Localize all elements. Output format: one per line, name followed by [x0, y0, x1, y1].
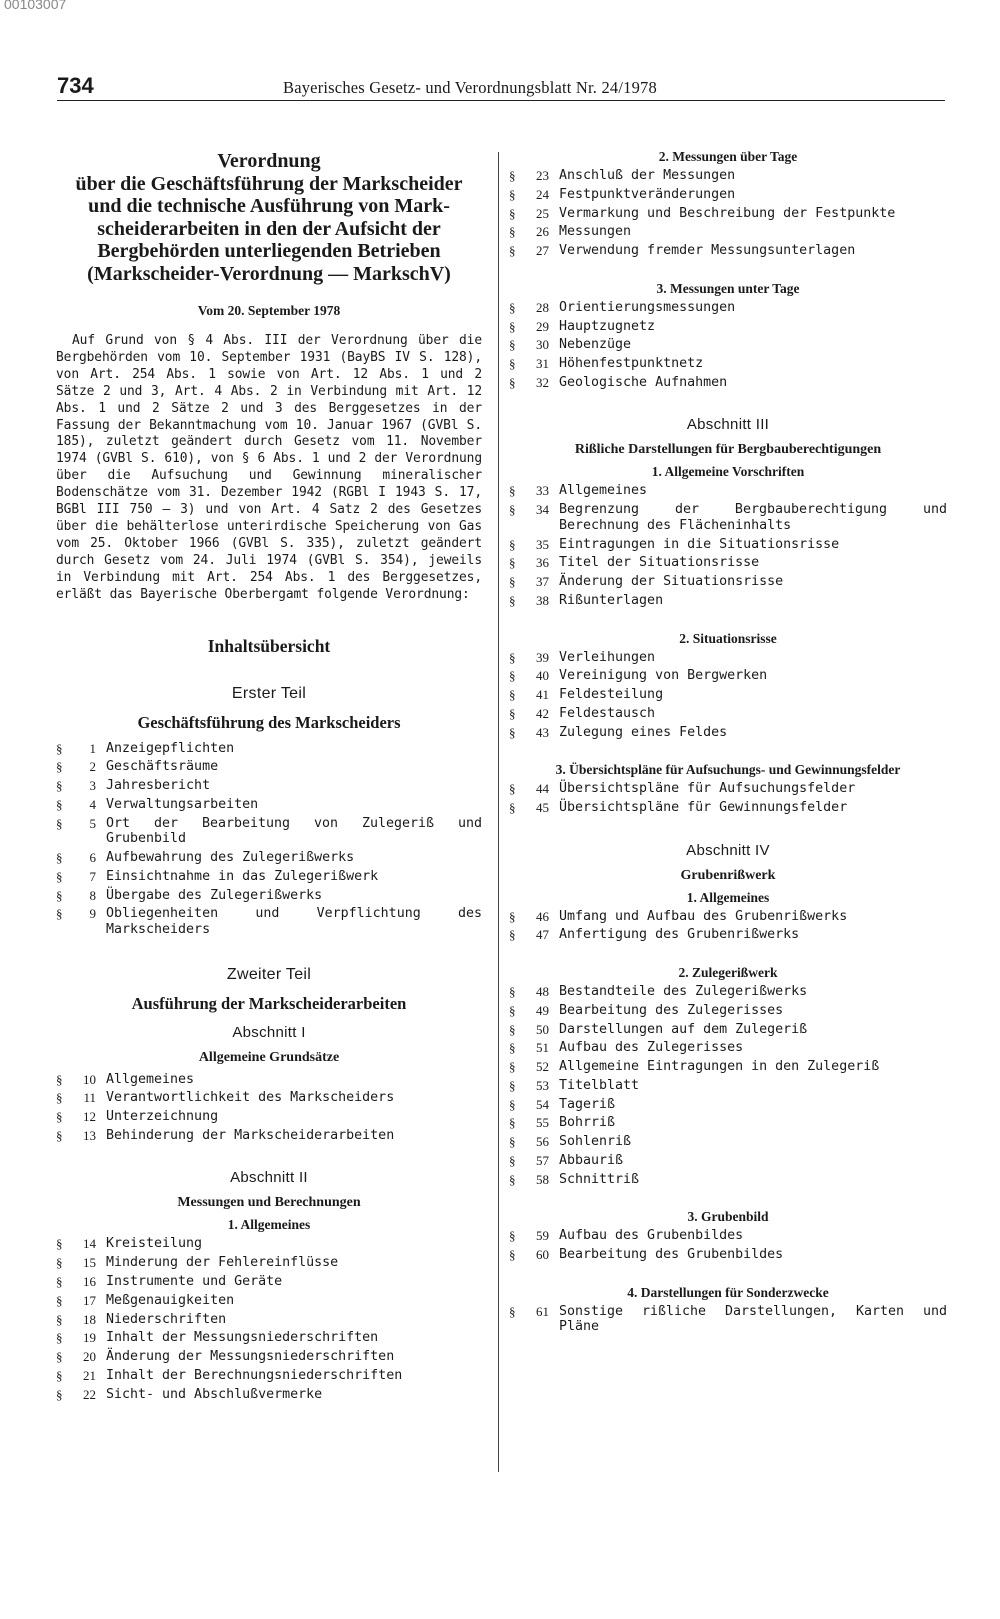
- toc-entry: [509, 781, 947, 797]
- section-symbol: §: [56, 740, 63, 756]
- section-number: 43: [536, 724, 549, 740]
- section-number: 26: [536, 224, 549, 240]
- section-symbol: §: [56, 1367, 63, 1383]
- section-symbol: §: [509, 299, 516, 315]
- toc-entry: [509, 1059, 947, 1075]
- section-symbol: §: [509, 705, 516, 721]
- section-number: 38: [536, 592, 549, 608]
- section-title: Verantwortlichkeit des Markscheiders: [106, 1090, 395, 1106]
- section-number: 48: [536, 984, 549, 999]
- toc-entry: [509, 1078, 947, 1094]
- section-list: [509, 984, 947, 1187]
- section-title: Allgemeines: [559, 483, 648, 499]
- toc-entry: [509, 593, 947, 609]
- right-column: [509, 149, 947, 1338]
- toc-entry: [509, 502, 947, 533]
- title-line: Verordnung: [217, 150, 321, 172]
- ordinance-date: Vom 20. September 1978: [197, 303, 341, 318]
- section-title: Instrumente und Geräte: [106, 1274, 283, 1290]
- chapter-label: Abschnitt II: [230, 1169, 308, 1187]
- subsection-title: 3. Übersichtspläne für Aufsuchungs- und Gewinnungsfelder: [555, 762, 901, 778]
- section-number: 61: [536, 1303, 549, 1319]
- part-label: Erster Teil: [231, 684, 307, 702]
- section-title: Jahresbericht: [106, 778, 211, 794]
- section-number: 25: [536, 205, 549, 221]
- section-title: Umfang und Aufbau des Grubenrißwerks: [559, 908, 848, 924]
- section-symbol: §: [56, 1330, 63, 1346]
- toc-entry: [509, 243, 947, 259]
- section-symbol: §: [509, 800, 516, 816]
- section-number: 47: [536, 927, 549, 943]
- subsection-title: 1. Allgemeines: [227, 1217, 311, 1233]
- toc-entry: [56, 1236, 482, 1252]
- section-symbol: §: [509, 908, 516, 924]
- section-symbol: §: [56, 1090, 63, 1106]
- section-title: Verwaltungsarbeiten: [106, 796, 259, 812]
- section-title: Obliegenheiten und Verpflichtung des Markscheiders: [106, 906, 482, 937]
- section-number: 29: [536, 318, 549, 334]
- section-number: 16: [83, 1274, 96, 1290]
- section-list: [509, 909, 947, 943]
- section-symbol: §: [56, 906, 63, 922]
- section-number: 7: [89, 868, 96, 884]
- section-symbol: §: [56, 887, 63, 903]
- section-symbol: §: [509, 1096, 516, 1112]
- toc-entry: [509, 168, 947, 184]
- subsection-title: 1. Allgemeine Vorschriften: [651, 464, 805, 480]
- section-symbol: §: [509, 337, 516, 353]
- section-title: Feldesteilung: [559, 687, 664, 703]
- section-title: Rißunterlagen: [559, 592, 664, 608]
- toc-entry: [509, 356, 947, 372]
- chapter-title: Grubenrißwerk: [680, 867, 776, 883]
- toc-entry: [509, 1228, 947, 1244]
- section-number: 20: [83, 1349, 96, 1365]
- toc-entry: [56, 797, 482, 813]
- section-symbol: §: [509, 927, 516, 943]
- section-list: [56, 1072, 482, 1144]
- section-symbol: §: [56, 850, 63, 865]
- toc-entry: [509, 1022, 947, 1038]
- section-symbol: §: [509, 186, 516, 202]
- section-number: 53: [536, 1077, 549, 1093]
- section-title: Inhalt der Berechnungsniederschriften: [106, 1367, 403, 1383]
- toc-entry: [56, 759, 482, 775]
- chapter-label: Abschnitt III: [686, 416, 770, 434]
- toc-entry: [509, 984, 947, 1000]
- section-symbol: §: [509, 1134, 516, 1150]
- toc-entry: [509, 800, 947, 816]
- section-symbol: §: [509, 205, 516, 221]
- section-symbol: §: [56, 1255, 63, 1271]
- section-title: Niederschriften: [106, 1311, 227, 1327]
- subsection-title: 3. Grubenbild: [687, 1209, 769, 1225]
- section-title: Aufbau des Zulegerisses: [559, 1040, 744, 1056]
- toc-entry: [56, 1368, 482, 1384]
- toc-entry: [509, 909, 947, 925]
- section-list: [509, 781, 947, 815]
- subsection-title: 2. Zulegerißwerk: [678, 965, 778, 980]
- section-number: 58: [536, 1171, 549, 1187]
- section-title: Titel der Situationsrisse: [559, 555, 760, 571]
- toc-entry: [56, 850, 482, 866]
- toc-entry: [509, 337, 947, 353]
- section-title: Übersichtspläne für Gewinnungsfelder: [559, 800, 848, 816]
- section-title: Feldestausch: [559, 705, 656, 721]
- section-number: 9: [89, 906, 96, 922]
- part-label: Zweiter Teil: [226, 965, 312, 983]
- section-list: [509, 1304, 947, 1335]
- section-symbol: §: [509, 1115, 516, 1131]
- section-symbol: §: [56, 759, 63, 775]
- section-number: 12: [83, 1109, 96, 1125]
- chapter-title: Allgemeine Grundsätze: [198, 1049, 340, 1065]
- section-symbol: §: [509, 1077, 516, 1093]
- section-number: 51: [536, 1040, 549, 1056]
- title-line: Bergbehörden unterliegenden Betrieben: [97, 240, 441, 262]
- section-title: Begrenzung der Bergbauberechtigung und Berechnung des Flächeninhalts: [559, 502, 947, 533]
- toc-entry: [509, 537, 947, 553]
- section-list: [509, 1228, 947, 1262]
- section-symbol: §: [509, 374, 516, 390]
- section-number: 19: [83, 1330, 96, 1346]
- section-title: Behinderung der Markscheiderarbeiten: [106, 1127, 395, 1143]
- section-title: Sicht- und Abschlußvermerke: [106, 1386, 323, 1402]
- section-title: Schnittriß: [559, 1171, 640, 1187]
- section-title: Eintragungen in die Situationsrisse: [559, 536, 840, 552]
- toc-entry: [509, 187, 947, 203]
- section-number: 37: [536, 574, 549, 590]
- toc-entry: [56, 816, 482, 847]
- toc-entry: [509, 706, 947, 722]
- toc-entry: [56, 1072, 482, 1088]
- column-divider: [498, 152, 499, 1472]
- toc-entry: [509, 1153, 947, 1169]
- section-number: 59: [536, 1228, 549, 1244]
- toc-entry: [56, 1255, 482, 1271]
- section-symbol: §: [509, 1303, 516, 1319]
- title-line: und die technische Ausführung von Mark-: [88, 195, 450, 217]
- section-number: 42: [536, 705, 549, 721]
- section-title: Tageriß: [559, 1096, 616, 1112]
- section-number: 17: [83, 1292, 96, 1308]
- section-symbol: §: [509, 1021, 516, 1037]
- toc-entry: [509, 1097, 947, 1113]
- toc-entry: [56, 1349, 482, 1365]
- section-symbol: §: [509, 649, 516, 665]
- section-symbol: §: [509, 224, 516, 240]
- section-title: Allgemeines: [106, 1071, 195, 1087]
- section-title: Bohrriß: [559, 1115, 616, 1131]
- section-title: Titelblatt: [559, 1077, 640, 1093]
- section-title: Minderung der Fehlereinflüsse: [106, 1255, 339, 1271]
- section-title: Hauptzugnetz: [559, 318, 656, 334]
- section-number: 18: [83, 1311, 96, 1327]
- section-title: Allgemeine Eintragungen in den Zulegeriß: [559, 1059, 880, 1075]
- section-number: 30: [536, 337, 549, 353]
- section-list: [56, 741, 482, 938]
- title-line: scheiderarbeiten in den der Aufsicht der: [97, 217, 441, 240]
- section-title: Verleihungen: [559, 649, 656, 665]
- toc-entry: [56, 778, 482, 794]
- section-symbol: §: [509, 1247, 516, 1263]
- subsection-title: 2. Situationsrisse: [679, 630, 777, 646]
- section-number: 1: [89, 740, 96, 756]
- section-title: Höhenfestpunktnetz: [559, 356, 704, 372]
- toc-entry: [509, 725, 947, 741]
- section-number: 15: [83, 1255, 96, 1271]
- section-title: Aufbau des Grubenbildes: [559, 1228, 744, 1244]
- section-title: Aufbewahrung des Zulegerißwerks: [106, 850, 355, 865]
- toc-entry: [509, 555, 947, 571]
- part-title: Geschäftsführung des Markscheiders: [137, 712, 401, 732]
- section-number: 2: [89, 759, 96, 775]
- section-symbol: §: [56, 1236, 63, 1252]
- section-number: 54: [536, 1096, 549, 1112]
- section-title: Sonstige rißliche Darstellungen, Karten und Pläne: [559, 1303, 947, 1335]
- section-title: Meßgenauigkeiten: [106, 1292, 235, 1308]
- section-title: Anfertigung des Grubenrißwerks: [559, 927, 800, 943]
- section-title: Anschluß der Messungen: [559, 168, 736, 183]
- section-symbol: §: [56, 1127, 63, 1143]
- section-number: 6: [89, 850, 96, 865]
- section-symbol: §: [509, 687, 516, 703]
- section-number: 45: [536, 800, 549, 816]
- section-title: Vermarkung und Beschreibung der Festpunkte: [559, 205, 896, 221]
- section-title: Verwendung fremder Messungsunterlagen: [559, 243, 856, 259]
- section-number: 24: [536, 186, 549, 202]
- toc-entry: [56, 1387, 482, 1403]
- section-title: Festpunktveränderungen: [559, 186, 736, 202]
- toc-entry: [509, 319, 947, 335]
- section-number: 10: [83, 1071, 96, 1087]
- section-number: 50: [536, 1021, 549, 1037]
- section-number: 60: [536, 1247, 549, 1263]
- toc-entry: [56, 906, 482, 937]
- toc-entry: [509, 1304, 947, 1335]
- section-symbol: §: [56, 1386, 63, 1402]
- section-symbol: §: [56, 1292, 63, 1308]
- section-title: Kreisteilung: [106, 1236, 203, 1252]
- section-symbol: §: [509, 168, 516, 183]
- toc-entry: [56, 888, 482, 904]
- title-line: über die Geschäftsführung der Markscheider: [75, 172, 463, 195]
- section-number: 13: [83, 1127, 96, 1143]
- section-number: 8: [89, 887, 96, 903]
- section-number: 22: [83, 1386, 96, 1402]
- section-number: 46: [536, 908, 549, 924]
- section-symbol: §: [509, 536, 516, 552]
- section-title: Übergabe des Zulegerißwerks: [106, 887, 323, 903]
- section-title: Vereinigung von Bergwerken: [559, 668, 768, 684]
- section-symbol: §: [509, 1171, 516, 1187]
- section-number: 56: [536, 1134, 549, 1150]
- preamble: Auf Grund von § 4 Abs. III der Verordnung über die Bergbehörden vom 10. September 1931 (BayBS IV S. 128), von Art. 254 Abs. 1 sowie von Art. 12 Abs. 1 und 2 Sätze 2 und 3, Art. 4 Abs. 2 in Verbindung mit Art. 12 Abs. 1 und 2 Sätze 2 und 3 des Berggesetzes in der Fassung der Bekanntmachung vom 10. Januar 1967 (GVBl S. 185), zuletzt geändert durch Gesetz vom 11. November 1974 (GVBl S. 610), von § 6 Abs. 1 und 2 der Verordnung über die Aufsuchung und Gewinnung mineralischer Bodenschätze vom 31. Dezember 1942 (RGBl I 1943 S. 17, BGBl III 750 — 3) und von Art. 4 Satz 2 des Gesetzes über die behälterlose unterirdische Speicherung von Gas vom 25. Oktober 1966 (GVBl S. 335), zuletzt geändert durch Gesetz vom 24. Juli 1974 (GVBl S. 354), jeweils in Verbindung mit Art. 254 Abs. 1 des Berggesetzes, erläßt das Bayerische Oberbergamt folgende Verordnung:: [56, 333, 482, 602]
- section-number: 57: [536, 1153, 549, 1169]
- toc-entry: [56, 1293, 482, 1309]
- section-number: 28: [536, 299, 549, 315]
- toc-entry: [509, 1115, 947, 1131]
- title-line: (Markscheider-Verordnung — MarkschV): [87, 262, 451, 285]
- section-number: 35: [536, 536, 549, 552]
- toc-entry: [509, 687, 947, 703]
- section-symbol: §: [509, 668, 516, 684]
- section-number: 36: [536, 555, 549, 571]
- section-symbol: §: [509, 781, 516, 797]
- section-title: Messungen: [559, 224, 632, 240]
- section-symbol: §: [56, 778, 63, 794]
- toc-heading: Inhaltsübersicht: [207, 635, 331, 656]
- toc-entry: [509, 574, 947, 590]
- section-number: 11: [83, 1090, 96, 1106]
- section-title: Orientierungsmessungen: [559, 299, 736, 315]
- section-symbol: §: [509, 1228, 516, 1244]
- section-number: 14: [83, 1236, 96, 1252]
- subsection-title: 4. Darstellungen für Sonderzwecke: [627, 1284, 829, 1300]
- toc-entry: [509, 1040, 947, 1056]
- section-symbol: §: [56, 1311, 63, 1327]
- section-number: 41: [536, 687, 549, 703]
- toc-entry: [56, 741, 482, 757]
- ordinance-title: [56, 150, 482, 285]
- chapter-label: Abschnitt IV: [686, 841, 770, 859]
- section-symbol: §: [509, 243, 516, 259]
- subsection-title: 2. Messungen über Tage: [658, 149, 798, 164]
- toc-entry: [56, 869, 482, 885]
- section-symbol: §: [56, 1071, 63, 1087]
- section-title: Abbauriß: [559, 1153, 624, 1169]
- section-number: 31: [536, 356, 549, 372]
- section-symbol: §: [509, 555, 516, 571]
- section-symbol: §: [56, 815, 63, 831]
- section-title: Inhalt der Messungsniederschriften: [106, 1330, 379, 1346]
- section-list: [56, 1236, 482, 1402]
- archive-id: 00103007: [4, 0, 67, 12]
- section-number: 44: [536, 781, 549, 797]
- section-number: 5: [89, 815, 96, 831]
- section-title: Ort der Bearbeitung von Zulegeriß und Grubenbild: [106, 815, 482, 847]
- section-symbol: §: [509, 724, 516, 740]
- section-number: 40: [536, 668, 549, 684]
- toc-entry: [509, 375, 947, 391]
- section-title: Bearbeitung des Grubenbildes: [559, 1247, 784, 1263]
- section-number: 4: [89, 796, 96, 812]
- section-list: [509, 483, 947, 608]
- toc-entry: [509, 668, 947, 684]
- section-list: [509, 300, 947, 391]
- section-number: 3: [89, 778, 96, 794]
- running-title: Bayerisches Gesetz- und Verordnungsblatt Nr. 24/1978: [283, 78, 657, 97]
- section-number: 23: [536, 168, 549, 183]
- section-symbol: §: [509, 984, 516, 999]
- chapter-title: Messungen und Berechnungen: [177, 1195, 361, 1211]
- section-number: 34: [536, 502, 549, 518]
- left-column: [56, 150, 482, 1406]
- toc-entry: [509, 1134, 947, 1150]
- section-symbol: §: [56, 796, 63, 812]
- section-symbol: §: [56, 1349, 63, 1365]
- section-symbol: §: [509, 483, 516, 499]
- section-symbol: §: [509, 1040, 516, 1056]
- section-title: Zulegung eines Feldes: [559, 724, 728, 740]
- toc-entry: [509, 206, 947, 222]
- section-title: Übersichtspläne für Aufsuchungsfelder: [559, 781, 856, 797]
- subsection-title: 1. Allgemeines: [686, 889, 770, 905]
- section-title: Bestandteile des Zulegerißwerks: [559, 984, 808, 999]
- toc-entry: [56, 1274, 482, 1290]
- section-title: Sohlenriß: [559, 1134, 632, 1150]
- toc-entry: [56, 1312, 482, 1328]
- section-list: [509, 168, 947, 259]
- chapter-title: Rißliche Darstellungen für Bergbauberechtigungen: [574, 442, 882, 458]
- section-title: Nebenzüge: [559, 337, 632, 353]
- section-number: 55: [536, 1115, 549, 1131]
- section-title: Anzeigepflichten: [106, 740, 235, 756]
- section-symbol: §: [509, 356, 516, 372]
- section-title: Änderung der Messungsniederschriften: [106, 1349, 395, 1365]
- section-list: [509, 650, 947, 741]
- toc-entry: [56, 1330, 482, 1346]
- section-symbol: §: [56, 1109, 63, 1125]
- section-title: Unterzeichnung: [106, 1109, 219, 1125]
- section-number: 32: [536, 374, 549, 390]
- section-title: Änderung der Situationsrisse: [559, 574, 784, 590]
- toc-entry: [509, 483, 947, 499]
- section-number: 21: [83, 1367, 96, 1383]
- section-symbol: §: [56, 1274, 63, 1290]
- toc-entry: [509, 1003, 947, 1019]
- toc-entry: [509, 927, 947, 943]
- section-title: Bearbeitung des Zulegerisses: [559, 1002, 784, 1018]
- section-symbol: §: [509, 592, 516, 608]
- section-title: Darstellungen auf dem Zulegeriß: [559, 1021, 808, 1037]
- section-number: 52: [536, 1059, 549, 1075]
- section-title: Geschäftsräume: [106, 759, 219, 775]
- section-symbol: §: [509, 1059, 516, 1075]
- section-symbol: §: [509, 574, 516, 590]
- section-symbol: §: [509, 502, 516, 518]
- toc-entry: [509, 300, 947, 316]
- section-symbol: §: [56, 868, 63, 884]
- part-title: Ausführung der Markscheiderarbeiten: [131, 993, 407, 1013]
- section-number: 49: [536, 1002, 549, 1018]
- toc-entry: [509, 1172, 947, 1188]
- section-symbol: §: [509, 318, 516, 334]
- chapter-label: Abschnitt I: [232, 1023, 306, 1041]
- toc-entry: [509, 1247, 947, 1263]
- toc-entry: [56, 1090, 482, 1106]
- toc-entry: [509, 650, 947, 666]
- section-title: Geologische Aufnahmen: [559, 374, 728, 390]
- section-title: Einsichtnahme in das Zulegerißwerk: [106, 868, 379, 884]
- page-number: 734: [57, 73, 94, 98]
- section-number: 27: [536, 243, 549, 259]
- subsection-title: 3. Messungen unter Tage: [656, 280, 800, 296]
- section-number: 39: [536, 649, 549, 665]
- section-symbol: §: [509, 1153, 516, 1169]
- toc-entry: [56, 1128, 482, 1144]
- header-rule: [57, 100, 945, 101]
- toc-entry: [56, 1109, 482, 1125]
- section-number: 33: [536, 483, 549, 499]
- section-symbol: §: [509, 1002, 516, 1018]
- toc-entry: [509, 224, 947, 240]
